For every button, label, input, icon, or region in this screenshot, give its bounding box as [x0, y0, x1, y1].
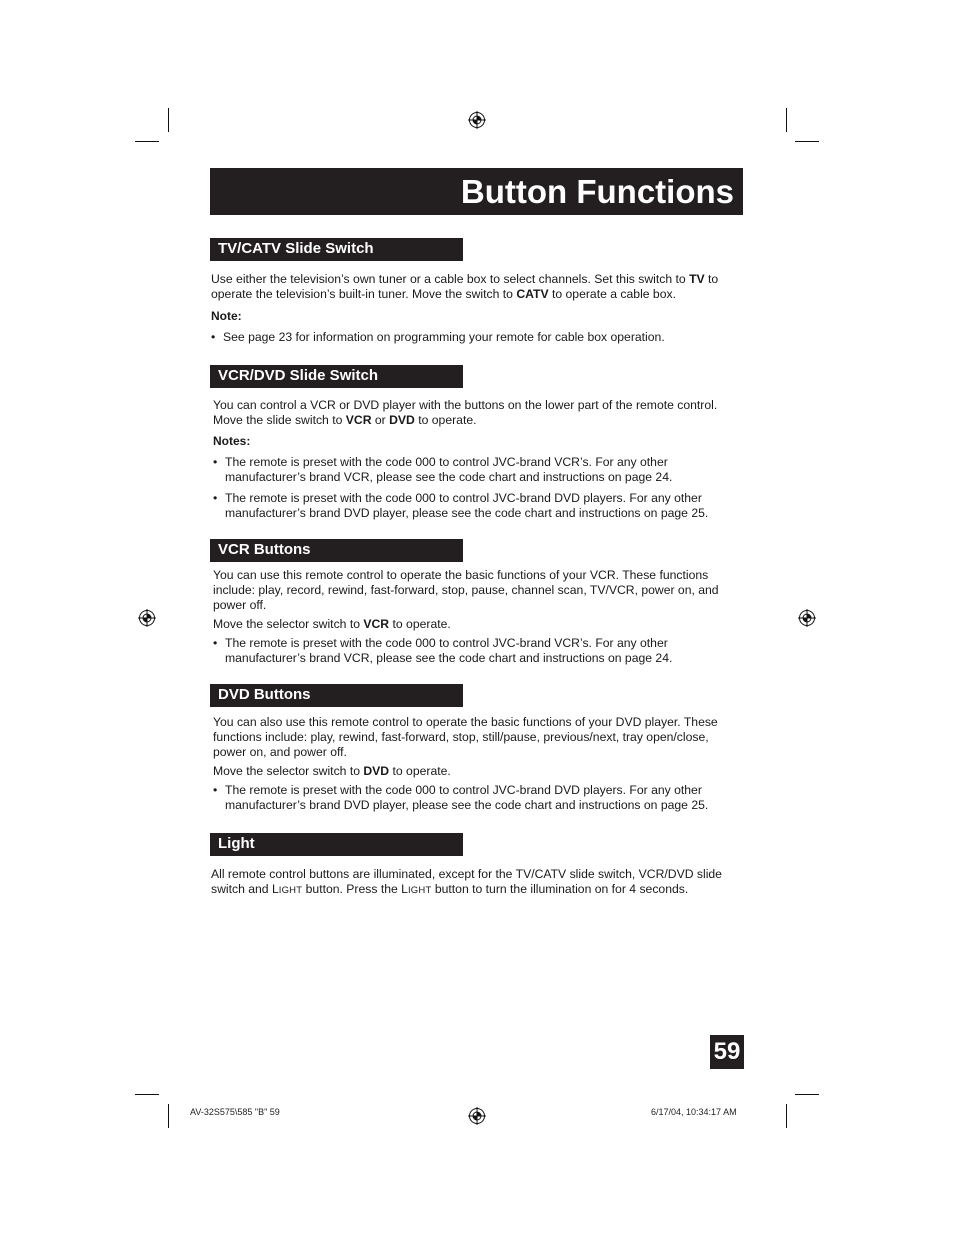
page-number-badge: 59	[710, 1035, 744, 1069]
tv-catv-note-text: See page 23 for information on programming your remote for cable box operation.	[223, 330, 665, 344]
dvd-buttons-move-line	[213, 764, 748, 779]
section-heading-light: Light	[210, 833, 463, 856]
vcr-buttons-note-item	[213, 636, 733, 666]
page-title: Button Functions	[460, 173, 734, 210]
vcr-dvd-note-text-1: The remote is preset with the code 000 to control JVC-brand VCR’s. For any other manufacturer’s brand VCR, please see the code chart and instructions on page 24.	[225, 455, 673, 484]
dvd-move-text-c: to operate.	[389, 764, 451, 778]
dvd-buttons-note-text: The remote is preset with the code 000 to control JVC-brand DVD players. For any other manufacturer’s brand DVD player, please see the code chart and instructions on page 25.	[225, 783, 709, 812]
dvd-buttons-note-item	[213, 783, 733, 813]
bullet-dot: •	[213, 636, 218, 650]
vcr-buttons-move-line	[213, 617, 748, 632]
tv-catv-text-e: to operate a cable box.	[548, 287, 676, 301]
registration-mark-left-icon	[138, 609, 156, 627]
vcr-dvd-text-e: to operate.	[414, 413, 477, 427]
light-paragraph	[211, 867, 746, 898]
vcr-buttons-paragraph: You can use this remote control to operate the basic functions of your VCR. These functions include: play, record, rewind, fast-forward, stop, pause, channel scan, TV/VCR, power on, and power off.	[213, 568, 719, 612]
registration-mark-top-icon	[468, 111, 486, 129]
light-text-a: All remote control buttons are illuminated, except for the TV/CATV slide switch, VCR/DVD slide switch and	[211, 867, 722, 896]
crop-mark-top-left-vertical	[168, 108, 169, 132]
page-title-bar	[210, 168, 743, 215]
bullet-dot: •	[211, 330, 216, 344]
crop-mark-bottom-right-vertical	[786, 1104, 787, 1128]
section-heading-dvd-buttons: DVD Buttons	[210, 684, 463, 707]
registration-mark-right-icon	[798, 609, 816, 627]
dvd-buttons-paragraph: You can also use this remote control to operate the basic functions of your DVD player. These functions include: play, rewind, fast-forward, stop, still/pause, previous/next, tray open/close, power on, and power off.	[213, 715, 718, 759]
crop-mark-bottom-right-horizontal	[795, 1094, 819, 1095]
vcr-dvd-note-text-2: The remote is preset with the code 000 to control JVC-brand DVD players. For any other manufacturer’s brand DVD player, please see the code chart and instructions on page 25.	[225, 491, 709, 520]
section-heading-vcr-buttons: VCR Buttons	[210, 539, 463, 562]
light-word-2-initial: L	[401, 882, 408, 896]
vcr-dvd-notes-label: Notes:	[213, 434, 251, 448]
bullet-dot: •	[213, 783, 218, 797]
bullet-dot: •	[213, 491, 218, 505]
footer-left-slug: AV-32S575\585 "B" 59	[190, 1107, 280, 1117]
vcr-dvd-paragraph	[213, 398, 748, 428]
light-word-1-rest: IGHT	[278, 885, 303, 896]
crop-mark-top-left-horizontal	[135, 141, 159, 142]
crop-mark-top-right-vertical	[786, 108, 787, 132]
vcr-move-text-c: to operate.	[389, 617, 451, 631]
vcr-dvd-text-a: You can control a VCR or DVD player with the buttons on the lower part of the remote control. Move the slide switch to	[213, 398, 718, 427]
light-word-2-rest: IGHT	[407, 885, 432, 896]
vcr-buttons-note-text: The remote is preset with the code 000 to control JVC-brand VCR’s. For any other manufacturer’s brand VCR, please see the code chart and instructions on page 24.	[225, 636, 673, 665]
registration-mark-bottom-icon	[468, 1107, 486, 1125]
section-heading-tv-catv: TV/CATV Slide Switch	[210, 238, 463, 261]
light-text-b: button. Press the	[302, 882, 402, 896]
crop-mark-top-right-horizontal	[795, 141, 819, 142]
vcr-dvd-text-c: or	[371, 413, 390, 427]
tv-catv-text-catv: CATV	[516, 287, 549, 301]
tv-catv-paragraph	[211, 272, 746, 302]
tv-catv-text-tv: TV	[689, 272, 705, 286]
crop-mark-bottom-left-horizontal	[135, 1094, 159, 1095]
vcr-dvd-text-dvd: DVD	[389, 413, 415, 427]
section-heading-vcr-dvd: VCR/DVD Slide Switch	[210, 365, 463, 388]
dvd-move-text-dvd: DVD	[363, 764, 390, 778]
tv-catv-note-item	[211, 330, 751, 345]
dvd-move-text-a: Move the selector switch to	[213, 764, 364, 778]
bullet-dot: •	[213, 455, 218, 469]
vcr-dvd-text-vcr: VCR	[345, 413, 372, 427]
vcr-move-text-vcr: VCR	[363, 617, 390, 631]
crop-mark-bottom-left-vertical	[168, 1104, 169, 1128]
light-word-1-initial: L	[271, 882, 279, 896]
vcr-move-text-a: Move the selector switch to	[213, 617, 364, 631]
vcr-dvd-note-item	[213, 491, 733, 521]
tv-catv-text-a: Use either the television’s own tuner or a cable box to select channels. Set this switch to	[211, 272, 690, 286]
vcr-dvd-note-item	[213, 455, 733, 485]
footer-right-timestamp: 6/17/04, 10:34:17 AM	[651, 1107, 737, 1117]
tv-catv-note-label: Note:	[211, 309, 242, 323]
tv-catv-text-c: to operate the television’s built-in tuner. Move the switch to	[211, 272, 719, 301]
light-text-c: button to turn the illumination on for 4 seconds.	[431, 882, 689, 896]
